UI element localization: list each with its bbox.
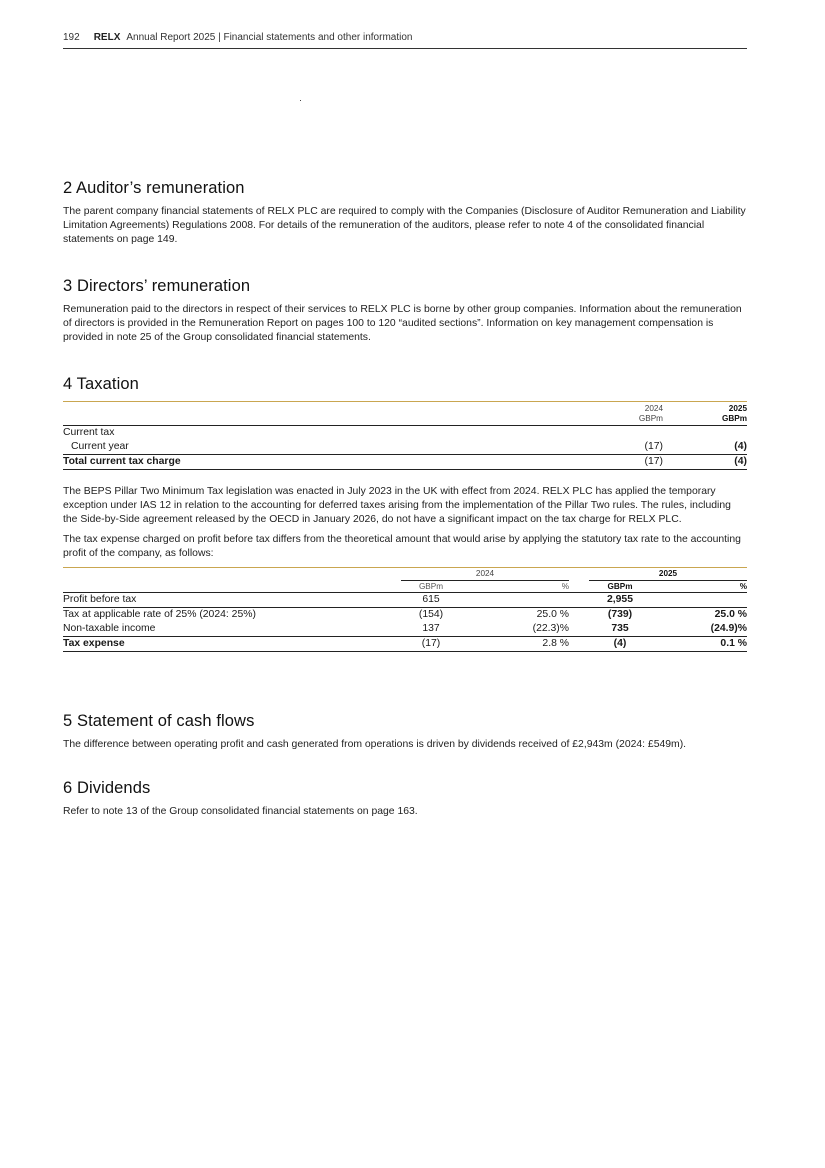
col-year-2024: 2024 <box>583 402 663 415</box>
page-number: 192 <box>63 32 80 43</box>
pillar-two-paragraph: The BEPS Pillar Two Minimum Tax legislation was enacted in July 2023 in the UK with effect from 2024. RELX PLC has applied the temporary exception under IAS 12 in relation to the accounting for deferred taxes arising from the implementation of the Pillar Two rules. The rules, including the Side-by-Side agreement released by the OECD in January 2026, do not have a significant impact on the tax charge for RELX PLC. <box>63 486 731 525</box>
value-2025: (4) <box>663 440 747 455</box>
table-row <box>63 622 747 637</box>
table-row <box>63 440 747 455</box>
row-label: Current tax <box>63 427 115 438</box>
value-2025-gbpm: 735 <box>589 622 651 637</box>
section-heading: 2 Auditor’s remuneration <box>63 179 245 197</box>
col-unit-2025: GBPm <box>663 414 747 426</box>
section-directors-remuneration <box>63 277 747 351</box>
tax-reconciliation-intro: The tax expense charged on profit before tax differs from the theoretical amount that would arise by applying the statutory tax rate to the accounting profit of the company, as follows: <box>63 534 741 559</box>
value-2024-gbpm: 137 <box>401 622 461 637</box>
unit-2024-pct: % <box>461 581 569 593</box>
row-label: Tax expense <box>63 637 401 652</box>
stray-dot <box>300 100 301 101</box>
row-label: Non-taxable income <box>63 622 401 637</box>
header-divider <box>63 48 747 49</box>
table-row <box>63 426 747 441</box>
section-body: Refer to note 13 of the Group consolidated financial statements on page 163. <box>63 806 418 817</box>
value-2024: (17) <box>583 455 663 470</box>
section-cash-flows <box>63 712 747 758</box>
tax-reconciliation-table <box>63 567 747 652</box>
value-2024-gbpm: 615 <box>401 593 461 608</box>
table-row <box>63 593 747 608</box>
year-header-2025: 2025 <box>589 568 747 581</box>
col-unit-2024: GBPm <box>583 414 663 426</box>
value-2024-gbpm: (154) <box>418 609 444 620</box>
value-2025-gbpm: (4) <box>589 637 651 652</box>
unit-2025-gbpm: GBPm <box>589 581 651 593</box>
value-2025-gbpm: (739) <box>607 609 633 620</box>
section-taxation <box>63 375 747 652</box>
unit-2024-gbpm: GBPm <box>401 581 461 593</box>
table-row-total <box>63 455 747 470</box>
value-2025-pct: (24.9)% <box>651 622 747 637</box>
brand-name: RELX <box>93 32 121 43</box>
value-2024-pct: 25.0 % <box>536 609 569 620</box>
section-auditor-remuneration <box>63 179 747 253</box>
value-2025: (4) <box>663 455 747 470</box>
table-row-total <box>63 637 747 652</box>
unit-2025-pct: % <box>651 581 747 593</box>
table-row <box>63 608 747 623</box>
row-label: Tax at applicable rate of 25% (2024: 25%) <box>63 609 256 620</box>
value-2024: (17) <box>583 440 663 455</box>
value-2024-pct: 2.8 % <box>461 637 569 652</box>
value-2025-pct: 25.0 % <box>714 609 747 620</box>
section-dividends <box>63 779 747 825</box>
row-label: Profit before tax <box>63 593 401 608</box>
row-label: Current year <box>63 440 583 455</box>
section-body: Remuneration paid to the directors in respect of their services to RELX PLC is borne by other group companies. Information about the remuneration of directors is provided in the Remuneration Report on pages 100 to 120 “audited sections”. Information on key management compensation is provided in note 25 of the Group consolidated financial statements. <box>63 304 742 343</box>
section-heading: 5 Statement of cash flows <box>63 712 255 730</box>
value-2025-gbpm: 2,955 <box>589 593 651 608</box>
current-tax-table <box>63 401 747 470</box>
year-header-2024: 2024 <box>401 568 569 581</box>
col-year-2025: 2025 <box>663 402 747 415</box>
section-heading: 3 Directors’ remuneration <box>63 277 251 295</box>
section-body: The parent company financial statements of RELX PLC are required to comply with the Companies (Disclosure of Auditor Remuneration and Liability Limitation Agreements) Regulations 2008. For details of the remuneration of the auditors, please refer to note 4 of the consolidated financial statements on page 149. <box>63 206 746 245</box>
section-body: The difference between operating profit and cash generated from operations is driven by dividends received of £2,943m (2024: £549m). <box>63 739 687 750</box>
value-2024-pct: (22.3)% <box>461 622 569 637</box>
value-2024-pct <box>461 593 569 608</box>
section-heading: 4 Taxation <box>63 375 139 393</box>
report-title: Annual Report 2025 | Financial statements and other information <box>126 32 413 43</box>
row-label: Total current tax charge <box>63 455 583 470</box>
value-2024-gbpm: (17) <box>401 637 461 652</box>
page-header <box>63 32 747 43</box>
section-heading: 6 Dividends <box>63 779 151 797</box>
value-2025-pct: 0.1 % <box>651 637 747 652</box>
value-2025-pct <box>651 593 747 608</box>
